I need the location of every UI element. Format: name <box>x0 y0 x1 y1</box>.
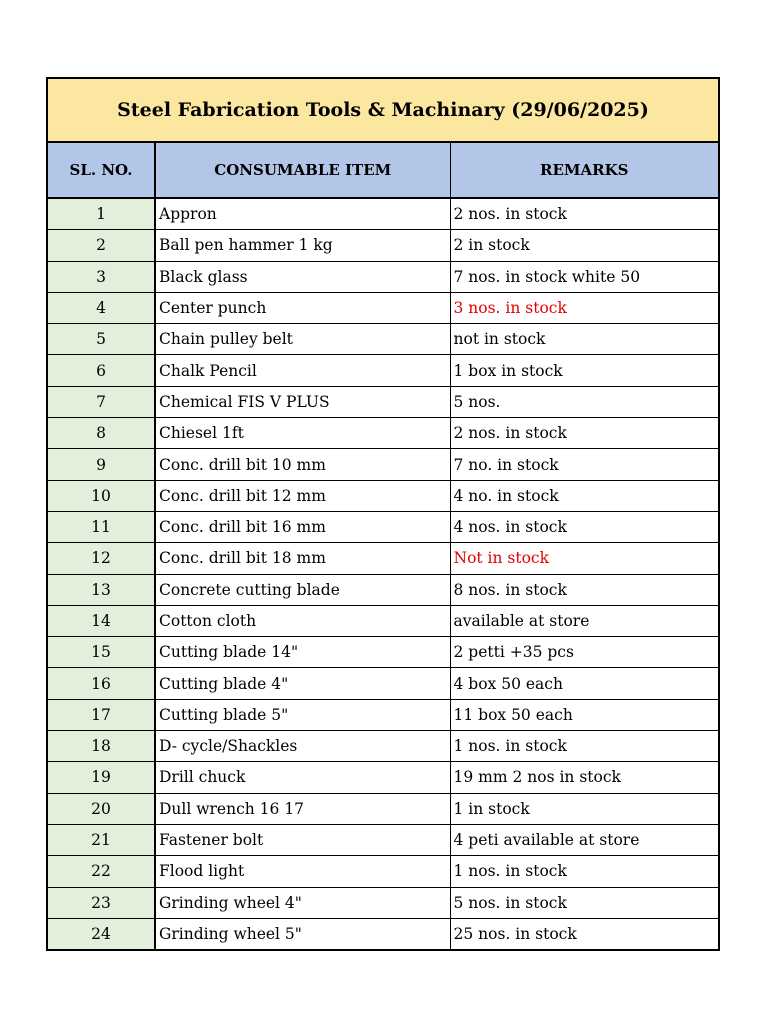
item-cell: Conc. drill bit 16 mm <box>155 511 450 542</box>
remarks-cell: 2 nos. in stock <box>450 418 718 449</box>
table-row <box>48 386 718 417</box>
remarks-cell: available at store <box>450 605 718 636</box>
sl-cell: 12 <box>48 543 155 574</box>
sl-cell: 14 <box>48 605 155 636</box>
table-row <box>48 856 718 887</box>
item-cell: Conc. drill bit 12 mm <box>155 480 450 511</box>
remarks-cell: 4 nos. in stock <box>450 511 718 542</box>
item-cell: Chemical FIS V PLUS <box>155 386 450 417</box>
remarks-cell: 7 no. in stock <box>450 449 718 480</box>
table-row <box>48 824 718 855</box>
sl-cell: 5 <box>48 324 155 355</box>
table-row <box>48 605 718 636</box>
inventory-sheet <box>46 77 720 951</box>
remarks-cell: 2 in stock <box>450 230 718 261</box>
item-cell: Center punch <box>155 292 450 323</box>
remarks-cell: 1 nos. in stock <box>450 731 718 762</box>
sl-cell: 21 <box>48 824 155 855</box>
sl-cell: 23 <box>48 887 155 918</box>
remarks-cell: 2 nos. in stock <box>450 198 718 230</box>
item-cell: Black glass <box>155 261 450 292</box>
sl-cell: 13 <box>48 574 155 605</box>
table-row <box>48 668 718 699</box>
item-cell: Grinding wheel 5" <box>155 918 450 949</box>
sl-cell: 8 <box>48 418 155 449</box>
table-row <box>48 418 718 449</box>
remarks-cell: 4 box 50 each <box>450 668 718 699</box>
item-cell: Grinding wheel 4" <box>155 887 450 918</box>
sl-cell: 4 <box>48 292 155 323</box>
item-cell: Flood light <box>155 856 450 887</box>
item-cell: Appron <box>155 198 450 230</box>
item-cell: Fastener bolt <box>155 824 450 855</box>
table-row <box>48 793 718 824</box>
sl-cell: 18 <box>48 731 155 762</box>
item-cell: Cutting blade 14" <box>155 637 450 668</box>
remarks-cell: 19 mm 2 nos in stock <box>450 762 718 793</box>
sl-cell: 2 <box>48 230 155 261</box>
sl-cell: 24 <box>48 918 155 949</box>
remarks-cell: 3 nos. in stock <box>450 292 718 323</box>
table-row <box>48 918 718 949</box>
item-cell: Concrete cutting blade <box>155 574 450 605</box>
sl-cell: 10 <box>48 480 155 511</box>
table-row <box>48 762 718 793</box>
sl-cell: 16 <box>48 668 155 699</box>
sl-cell: 1 <box>48 198 155 230</box>
sl-cell: 15 <box>48 637 155 668</box>
table-row <box>48 198 718 230</box>
sl-cell: 19 <box>48 762 155 793</box>
sl-cell: 3 <box>48 261 155 292</box>
item-cell: Chalk Pencil <box>155 355 450 386</box>
remarks-cell: 2 petti +35 pcs <box>450 637 718 668</box>
remarks-cell: 4 peti available at store <box>450 824 718 855</box>
remarks-cell: 1 nos. in stock <box>450 856 718 887</box>
sl-cell: 7 <box>48 386 155 417</box>
remarks-cell: 5 nos. <box>450 386 718 417</box>
table-row <box>48 480 718 511</box>
sl-cell: 9 <box>48 449 155 480</box>
sl-cell: 6 <box>48 355 155 386</box>
remarks-cell: 7 nos. in stock white 50 <box>450 261 718 292</box>
table-row <box>48 230 718 261</box>
table-row <box>48 637 718 668</box>
item-cell: Conc. drill bit 18 mm <box>155 543 450 574</box>
remarks-cell: not in stock <box>450 324 718 355</box>
item-cell: Cutting blade 5" <box>155 699 450 730</box>
header-consumable-item: CONSUMABLE ITEM <box>155 143 450 198</box>
table-row <box>48 292 718 323</box>
item-cell: Dull wrench 16 17 <box>155 793 450 824</box>
item-cell: Chain pulley belt <box>155 324 450 355</box>
item-cell: Chiesel 1ft <box>155 418 450 449</box>
remarks-cell: 11 box 50 each <box>450 699 718 730</box>
remarks-cell: 25 nos. in stock <box>450 918 718 949</box>
table-body <box>48 198 718 949</box>
item-cell: Cotton cloth <box>155 605 450 636</box>
table-row <box>48 574 718 605</box>
item-cell: Ball pen hammer 1 kg <box>155 230 450 261</box>
table-row <box>48 261 718 292</box>
item-cell: Drill chuck <box>155 762 450 793</box>
table-row <box>48 511 718 542</box>
item-cell: Conc. drill bit 10 mm <box>155 449 450 480</box>
remarks-cell: Not in stock <box>450 543 718 574</box>
remarks-cell: 1 in stock <box>450 793 718 824</box>
table-row <box>48 887 718 918</box>
sl-cell: 22 <box>48 856 155 887</box>
sl-cell: 20 <box>48 793 155 824</box>
table-row <box>48 449 718 480</box>
remarks-cell: 8 nos. in stock <box>450 574 718 605</box>
sl-cell: 11 <box>48 511 155 542</box>
inventory-table <box>48 143 718 949</box>
item-cell: D- cycle/Shackles <box>155 731 450 762</box>
table-row <box>48 731 718 762</box>
header-sl-no: SL. NO. <box>48 143 155 198</box>
remarks-cell: 5 nos. in stock <box>450 887 718 918</box>
header-row <box>48 143 718 198</box>
sheet-title: Steel Fabrication Tools & Machinary (29/06/2025) <box>48 79 718 143</box>
item-cell: Cutting blade 4" <box>155 668 450 699</box>
remarks-cell: 1 box in stock <box>450 355 718 386</box>
header-remarks: REMARKS <box>450 143 718 198</box>
sl-cell: 17 <box>48 699 155 730</box>
table-row <box>48 699 718 730</box>
remarks-cell: 4 no. in stock <box>450 480 718 511</box>
table-row <box>48 355 718 386</box>
table-row <box>48 324 718 355</box>
table-row <box>48 543 718 574</box>
